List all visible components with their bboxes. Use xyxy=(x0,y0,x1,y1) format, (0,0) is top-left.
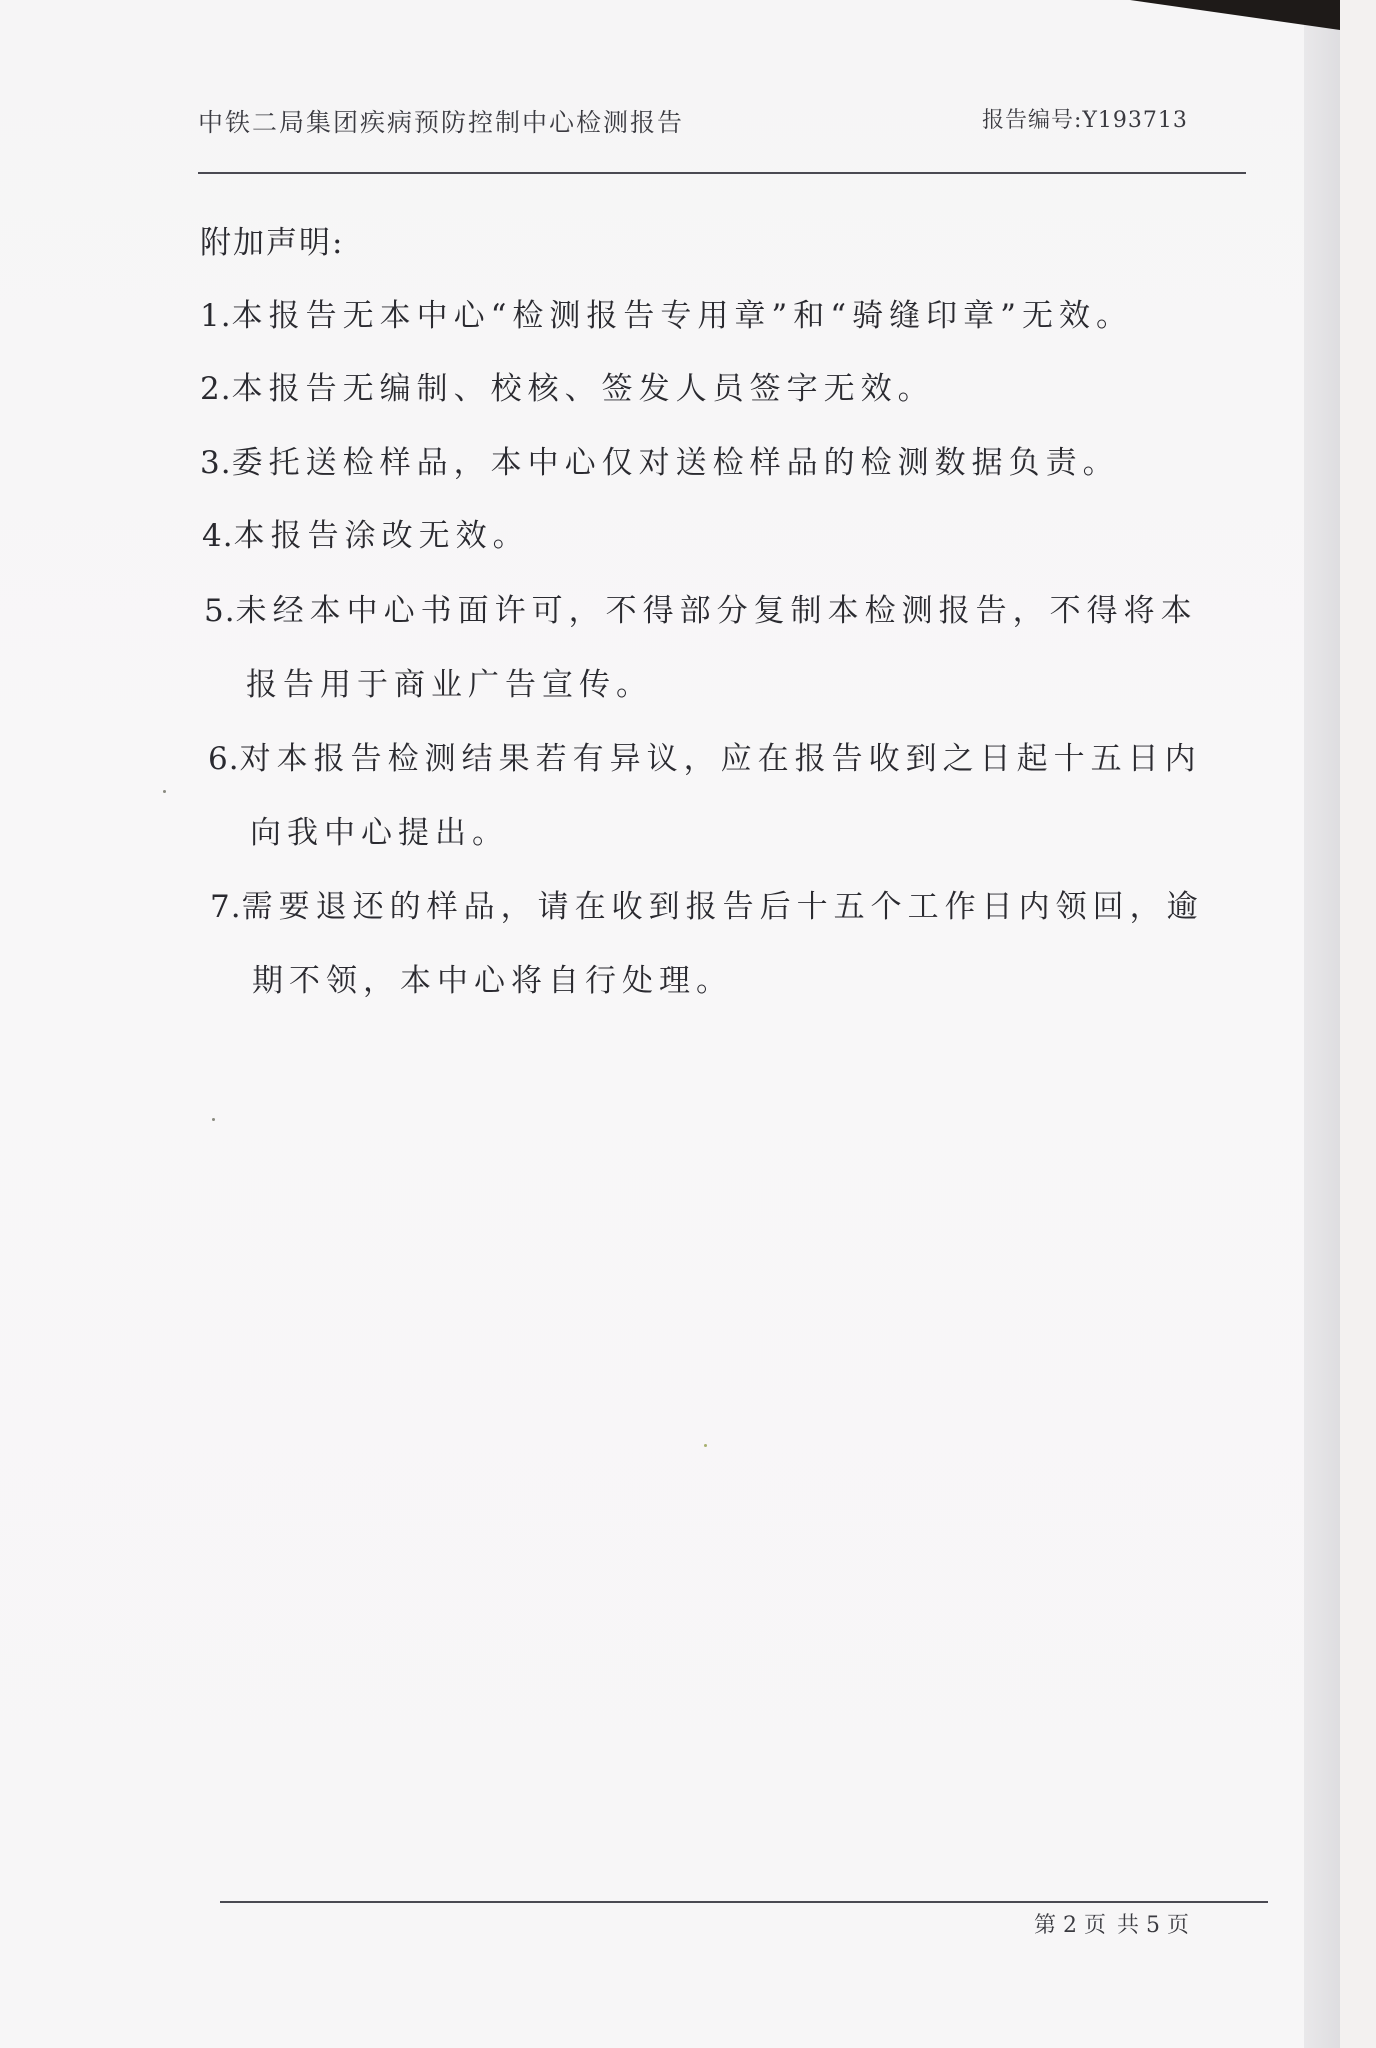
page-total: 共 5 页 xyxy=(1116,1913,1189,1938)
statement-text: 委托送检样品，本中心仅对送检样品的检测数据负责。 xyxy=(231,445,1120,481)
statement-5-continued xyxy=(246,659,653,704)
page-current: 第 2 页 xyxy=(1034,1913,1106,1938)
paper-speck xyxy=(212,1118,215,1121)
statement-text: 未经本中心书面许可，不得部分复制本检测报告，不得将本 xyxy=(235,593,1198,629)
statement-text: 本报告涂改无效。 xyxy=(233,518,530,554)
statement-text: 期不领，本中心将自行处理。 xyxy=(252,963,733,999)
statement-number: 2. xyxy=(200,371,232,407)
statement-number: 3. xyxy=(200,445,232,481)
corner-shadow xyxy=(1130,0,1340,30)
statement-text: 对本报告检测结果若有异议，应在报告收到之日起十五日内 xyxy=(239,741,1202,777)
statement-number: 4. xyxy=(202,518,234,554)
paper-speck xyxy=(704,1444,707,1447)
statement-7-continued xyxy=(252,955,733,1000)
header-divider xyxy=(198,172,1246,174)
statement-6 xyxy=(208,733,1202,778)
statement-number: 7. xyxy=(210,889,242,925)
statement-5 xyxy=(204,585,1198,630)
statement-6-continued xyxy=(250,807,509,852)
footer-divider xyxy=(220,1901,1268,1903)
statement-text: 本报告无本中心“检测报告专用章”和“骑缝印章”无效。 xyxy=(231,298,1133,334)
report-number: 报告编号:Y193713 xyxy=(982,108,1188,133)
statement-number: 5. xyxy=(204,593,236,629)
paper-speck xyxy=(163,790,166,793)
section-title: 附加声明: xyxy=(200,225,345,261)
statement-text: 本报告无编制、校核、签发人员签字无效。 xyxy=(231,371,935,407)
statement-2 xyxy=(200,363,935,408)
statement-1 xyxy=(200,290,1133,335)
statement-number: 1. xyxy=(200,298,232,334)
statement-3 xyxy=(200,437,1120,482)
page-edge xyxy=(1304,0,1340,2048)
statement-number: 6. xyxy=(208,741,240,777)
statement-4 xyxy=(202,510,530,555)
page-indicator xyxy=(1034,1908,1193,1939)
report-org-title: 中铁二局集团疾病预防控制中心检测报告 xyxy=(198,108,685,137)
statement-text: 需要退还的样品，请在收到报告后十五个工作日内领回，逾 xyxy=(241,889,1204,925)
statement-7 xyxy=(210,881,1204,926)
statement-text: 向我中心提出。 xyxy=(250,815,509,851)
statement-text: 报告用于商业广告宣传。 xyxy=(246,667,653,703)
